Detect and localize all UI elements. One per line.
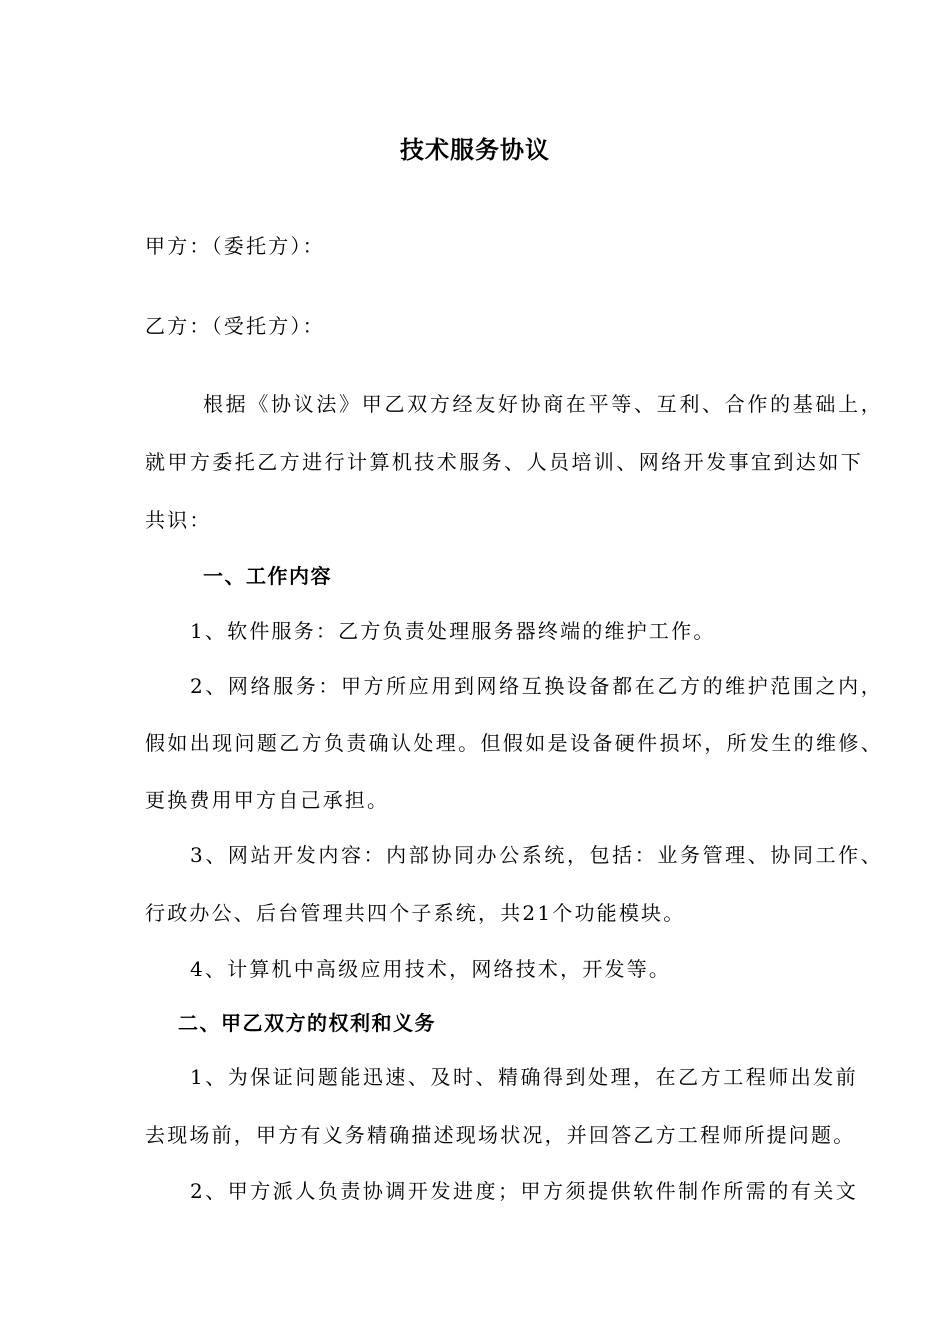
section-2-item-2-line-1: 2、甲方派人负责协调开发进度；甲方须提供软件制作所需的有关文 [190,1179,858,1203]
section-1-item-3-line-2: 行政办公、后台管理共四个子系统，共21个功能模块。 [145,901,686,925]
section-1-heading: 一、工作内容 [203,564,332,588]
intro-line-3: 共识： [145,508,212,532]
section-1-item-1: 1、软件服务：乙方负责处理服务器终端的维护工作。 [190,619,716,643]
section-1-item-2-line-3: 更换费用甲方自己承担。 [145,788,390,812]
section-2-item-1-line-2: 去现场前，甲方有义务精确描述现场状况，并回答乙方工程师所提问题。 [145,1123,856,1147]
party-b-line: 乙方：（受托方）： [145,314,325,338]
section-1-item-4: 4、计算机中高级应用技术，网络技术，开发等。 [190,957,672,981]
section-1-item-2-line-1: 2、网络服务：甲方所应用到网络互换设备都在乙方的维护范围之内， [190,674,883,698]
party-a-line: 甲方：（委托方）： [145,234,325,258]
intro-line-2: 就甲方委托乙方进行计算机技术服务、人员培训、网络开发事宜到达如下 [145,450,863,474]
intro-line-1: 根据《协议法》甲乙双方经友好协商在平等、互利、合作的基础上， [203,392,883,416]
section-1-item-3-line-1: 3、网站开发内容：内部协同办公系统，包括：业务管理、协同工作、 [190,843,883,867]
section-1-item-2-line-2: 假如出现问题乙方负责确认处理。但假如是设备硬件损坏，所发生的维修、 [145,731,883,755]
section-2-heading: 二、甲乙双方的权利和义务 [178,1011,436,1035]
section-2-item-1-line-1: 1、为保证问题能迅速、及时、精确得到处理，在乙方工程师出发前 [190,1065,858,1089]
document-title: 技术服务协议 [400,136,550,164]
